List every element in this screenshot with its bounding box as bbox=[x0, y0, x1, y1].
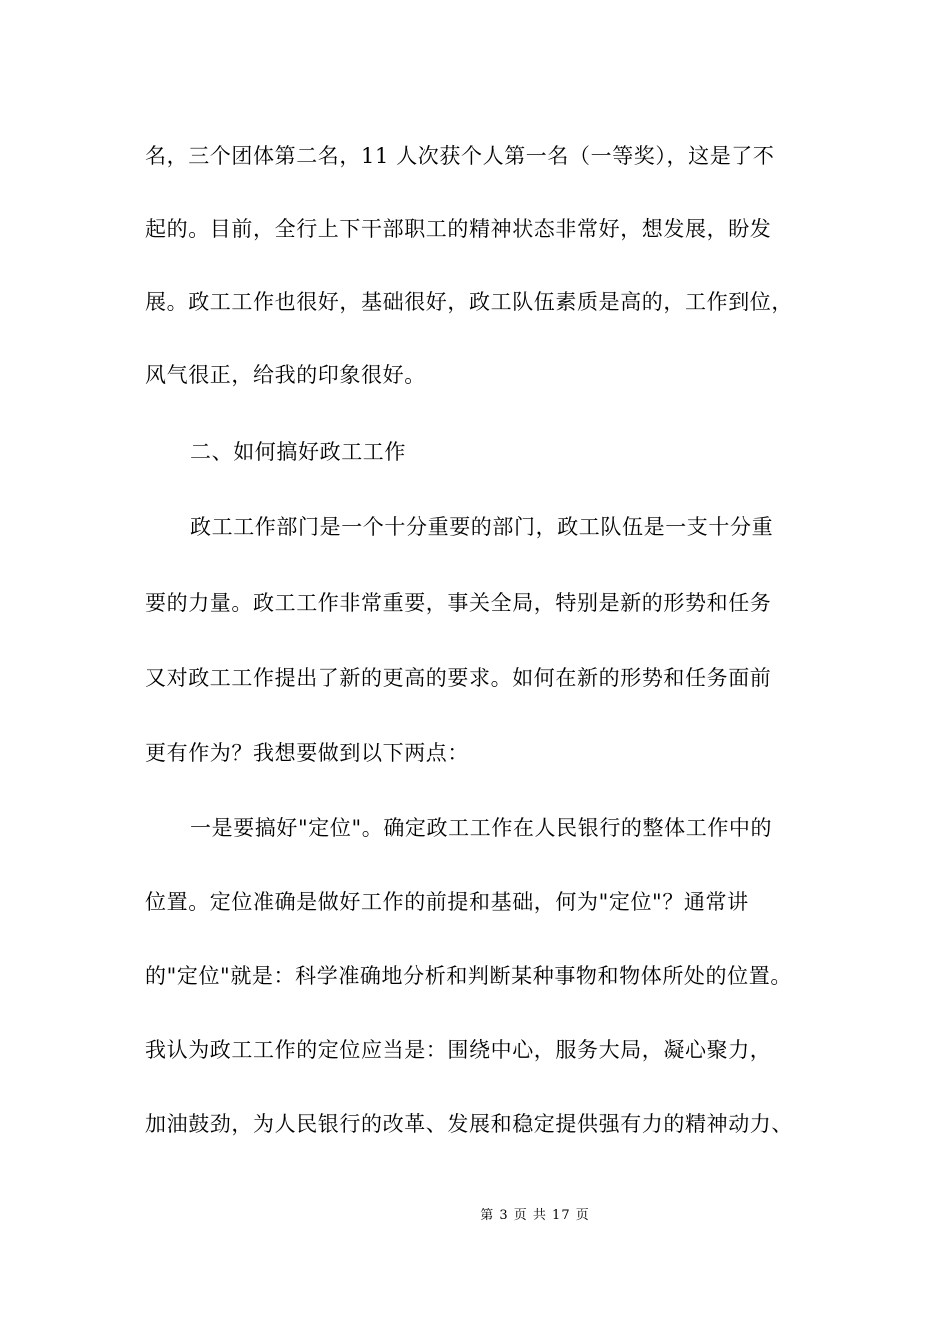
text-line: 要的力量。政工工作非常重要，事关全局，特别是新的形势和任务 bbox=[145, 591, 772, 615]
text-line: 的"定位"就是：科学准确地分析和判断某种事物和物体所处的位置。 bbox=[145, 964, 792, 988]
page-number-footer: 第 3 页 共 17 页 bbox=[480, 1208, 590, 1223]
text-line: 又对政工工作提出了新的更高的要求。如何在新的形势和任务面前 bbox=[145, 666, 772, 690]
text-line: 起的。目前，全行上下干部职工的精神状态非常好，想发展，盼发 bbox=[145, 217, 772, 241]
text-line: 更有作为？我想要做到以下两点： bbox=[145, 741, 469, 765]
text-line: 一是要搞好"定位"。确定政工工作在人民银行的整体工作中的 bbox=[190, 816, 773, 840]
text-line: 位置。定位准确是做好工作的前提和基础，何为"定位"？通常讲 bbox=[145, 890, 749, 914]
text-line: 名，三个团体第二名，11 人次获个人第一名（一等奖），这是了不 bbox=[145, 144, 775, 168]
text-line: 我认为政工工作的定位应当是：围绕中心，服务大局，凝心聚力， bbox=[145, 1038, 772, 1062]
text-line: 风气很正，给我的印象很好。 bbox=[145, 363, 426, 387]
text-line: 加油鼓劲，为人民银行的改革、发展和稳定提供强有力的精神动力、 bbox=[145, 1112, 793, 1136]
text-line: 展。政工工作也很好，基础很好，政工队伍素质是高的，工作到位， bbox=[145, 290, 793, 314]
text-line: 政工工作部门是一个十分重要的部门，政工队伍是一支十分重 bbox=[190, 515, 774, 539]
section-heading: 二、如何搞好政工工作 bbox=[190, 440, 406, 464]
